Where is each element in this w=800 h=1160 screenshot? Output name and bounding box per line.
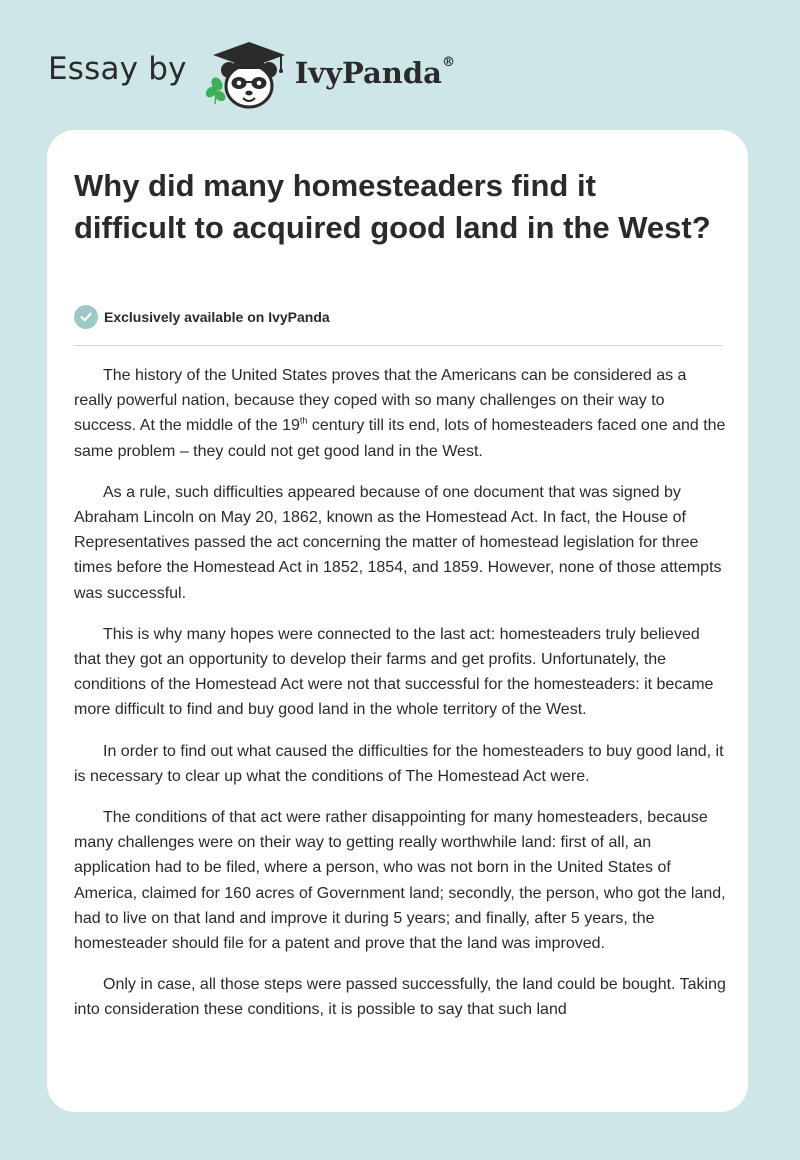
- divider: [74, 345, 723, 346]
- paragraph-5: The conditions of that act were rather disappointing for many homesteaders, because many challenges were on their way to getting really worthwhile land: first of all, an application had to be filed, where a person, who was not born in the United States of America, claimed for 160 acres of Government land; secondly, the person, who got the land, had to live on that land and improve it during 5 years; and finally, after 5 years, the homesteader should file for a patent and prove that the land was improved.: [74, 809, 726, 953]
- essay-by-label: Essay by: [48, 51, 187, 87]
- paragraph-6: Only in case, all those steps were passed successfully, the land could be bought. Taking into consideration these conditions, it is possible to say that such land: [74, 976, 726, 1019]
- paragraph-1-sup: th: [299, 416, 308, 427]
- checkmark-icon: [79, 310, 93, 324]
- paragraph-1-part2: century till its end, lots of homesteaders faced one and the same problem – they could not get good land in the West.: [74, 417, 726, 460]
- essay-title: Why did many homesteaders find it difficult to acquired good land in the West?: [74, 168, 711, 245]
- essay-body: [74, 363, 726, 1039]
- brand-name: [295, 56, 455, 90]
- paragraph-4: In order to find out what caused the difficulties for the homesteaders to buy good land, it is necessary to clear up what the conditions of The Homestead Act were.: [74, 742, 724, 785]
- paragraph-2: As a rule, such difficulties appeared because of one document that was signed by Abraham Lincoln on May 20, 1862, known as the Homestead Act. In fact, the House of Representatives passed the act concerning the matter of homestead legislation for three times before the Homestead Act in 1852, 1854, and 1859. However, none of those attempts was successful.: [74, 483, 722, 602]
- paragraph-1-part1: The history of the United States proves that the Americans can be considered as a really powerful nation, because they coped with so many challenges on their way to success. At the middle of the 19: [74, 367, 687, 435]
- exclusive-badge: [74, 305, 330, 329]
- brand-header: [48, 36, 455, 108]
- paragraph-3: This is why many hopes were connected to the last act: homesteaders truly believed that they got an opportunity to develop their farms and get profits. Unfortunately, the conditions of the Homestead Act were not that successful for the homesteaders: it became more difficult to find and buy good land in the whole territory of the West.: [74, 625, 714, 719]
- paragraph-1: [74, 363, 726, 464]
- brand-name-text: IvyPanda: [294, 56, 442, 90]
- registered-mark: ®: [441, 55, 455, 71]
- panda-logo-icon: [203, 38, 293, 110]
- essay-card: [47, 130, 748, 1112]
- exclusive-badge-label: Exclusively available on IvyPanda: [104, 309, 330, 325]
- check-circle-icon: [74, 305, 98, 329]
